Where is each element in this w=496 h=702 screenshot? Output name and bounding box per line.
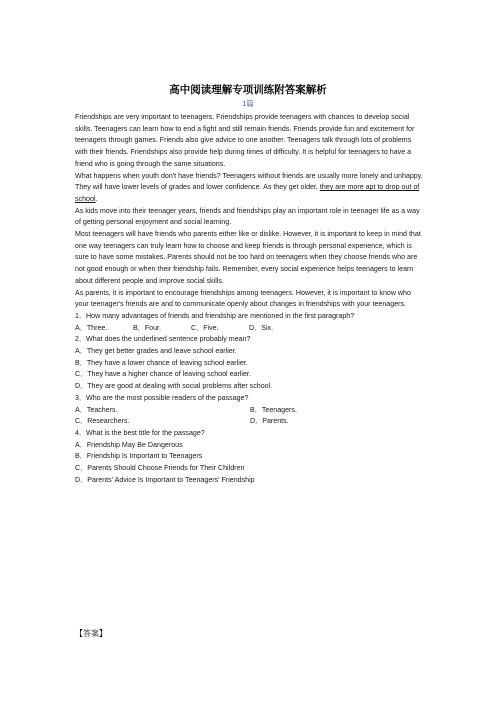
passage-number: 1篇 [242,99,254,108]
question-2-option-c: C．They have a higher chance of leaving school earlier. [75,370,251,379]
paragraph-1: Friendships are very important to teenagers. Friendships provide teenagers with chances to develop social skills. Teenagers can learn how to end a fight and still remain friends. Friends provide fun and excitement for teenagers through games. Friends also give advice to one another. Teenagers talk through lots of problems with their friends. Friendships also provide help during times of difficulty. It is helpful for teenagers to have a friend who is going through the same situations. [75,113,415,168]
question-3-stem: 3．Who are the most possible readers of the passage? [75,393,249,402]
question-4-option-c: C．Parents Should Choose Friends for Their Children [75,464,245,473]
question-3-options-row-1 [75,405,425,417]
paragraph-3: As kids move into their teenager years, friends and friendships play an important role in teenager life as a way of getting personal enjoyment and social learning. [75,206,420,227]
question-3-option-c: C．Researchers. [75,417,130,426]
question-1-option-d: D．Six. [249,323,274,332]
question-1-options [75,323,425,335]
question-1-option-c: C．Five. [191,323,219,332]
question-1-option-a: A．Three. [75,323,108,332]
question-3-option-b: B．Teenagers. [250,405,297,414]
question-4-stem: 4．What is the best title for the passage? [75,428,205,437]
question-2-option-b: B．They have a lower chance of leaving school earlier. [75,358,248,367]
question-2-option-a: A．They get better grades and leave school earlier. [75,347,237,356]
question-3-option-d: D．Parents. [250,417,289,426]
question-1-option-b: B．Four. [133,323,161,332]
paragraph-2 [75,171,425,206]
paragraph-4: Most teenagers will have friends who parents either like or dislike. However, it is important to keep in mind that one way teenagers can truly learn how to choose and keep friends is through personal experience, which is sure to have some mistakes. Parents should not be too hard on teenagers when they choose friends who are not good enough or when their friendship fails. Remember, every social experience helps teenagers to learn about different people and improve social skills. [75,230,421,285]
question-4-option-b: B．Friendship Is Important to Teenagers [75,452,203,461]
question-4-option-d: D．Parents' Advice Is Important to Teenagers' Friendship [75,475,255,484]
paragraph-5: As parents, it is important to encourage friendships among teenagers. However, it is important to know who your teenager's friends are and to communicate openly about changes in friendships with your teenagers. [75,288,411,309]
document-body [75,112,425,487]
question-2-option-d: D．They are good at dealing with social problems after school. [75,382,273,391]
paragraph-2-text: What happens when youth don't have friends? Teenagers without friends are usually more lonely and unhappy. They will have lower levels of grades and lower confidence. As they get older, [75,171,423,192]
question-4-option-a: A．Friendship May Be Dangerous [75,440,183,449]
underlined-sentence: they are more apt to drop out of school [75,183,420,203]
paragraph-2-end: . [95,194,98,203]
question-1-stem: 1．How many advantages of friends and friendship are mentioned in the first paragraph? [75,311,355,320]
answer-label: 【答案】 [75,629,107,638]
question-3-options-row-2 [75,416,425,428]
question-2-stem: 2．What does the underlined sentence probably mean? [75,335,251,344]
page-title: 高中阅读理解专项训练附答案解析 [169,84,327,96]
question-3-option-a: A．Teachers. [75,405,118,414]
